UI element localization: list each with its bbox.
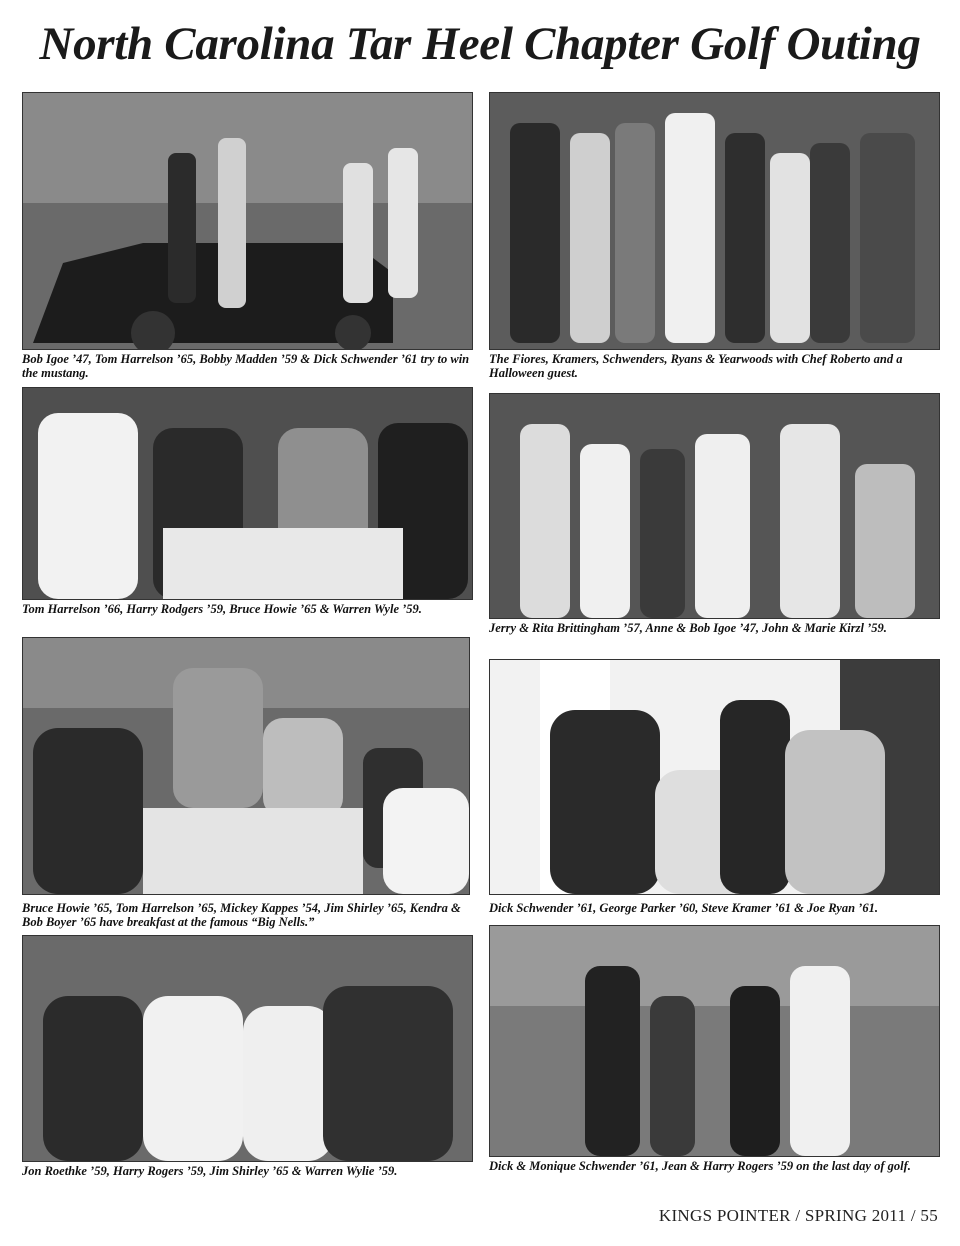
- photo-scene: [23, 388, 472, 599]
- photo-caption: Dick Schwender ’61, George Parker ’60, Steve Kramer ’61 & Joe Ryan ’61.: [489, 901, 878, 915]
- photo-scene: [490, 93, 939, 349]
- photo-chef-roberto: [489, 92, 940, 350]
- photo-scene: [23, 93, 472, 349]
- photo-caption: Tom Harrelson ’66, Harry Rodgers ’59, Bruce Howie ’65 & Warren Wyle ’59.: [22, 602, 422, 616]
- photo-golf-mustang: [22, 92, 473, 350]
- page-title: North Carolina Tar Heel Chapter Golf Outing: [39, 18, 921, 70]
- photo-scene: [23, 936, 472, 1161]
- photo-caption: Dick & Monique Schwender ’61, Jean & Harry Rogers ’59 on the last day of golf.: [489, 1159, 911, 1173]
- photo-scene: [490, 660, 939, 894]
- photo-last-day-golf: [489, 925, 940, 1157]
- page-footer: KINGS POINTER / SPRING 2011 / 55: [658, 1206, 938, 1225]
- photo-table-four: [22, 387, 473, 600]
- photo-four-men-shirts: [22, 935, 473, 1162]
- photo-couples: [489, 393, 940, 619]
- photo-scene: [490, 926, 939, 1156]
- photo-caption: The Fiores, Kramers, Schwenders, Ryans & Yearwoods with Chef Roberto and a Halloween guest.: [489, 352, 903, 380]
- photo-big-nells: [22, 637, 470, 895]
- photo-scene: [490, 394, 939, 618]
- photo-scene: [23, 638, 469, 894]
- photo-caption: Jon Roethke ’59, Harry Rogers ’59, Jim Shirley ’65 & Warren Wylie ’59.: [22, 1164, 398, 1178]
- photo-four-men-hats: [489, 659, 940, 895]
- photo-caption: Bruce Howie ’65, Tom Harrelson ’65, Mickey Kappes ’54, Jim Shirley ’65, Kendra & Bob Boyer ’65 have breakfast at the famous “Big Nells.”: [22, 901, 461, 929]
- photo-caption: Jerry & Rita Brittingham ’57, Anne & Bob Igoe ’47, John & Marie Kirzl ’59.: [489, 621, 887, 635]
- photo-caption: Bob Igoe ’47, Tom Harrelson ’65, Bobby Madden ’59 & Dick Schwender ’61 try to win the mustang.: [22, 352, 470, 380]
